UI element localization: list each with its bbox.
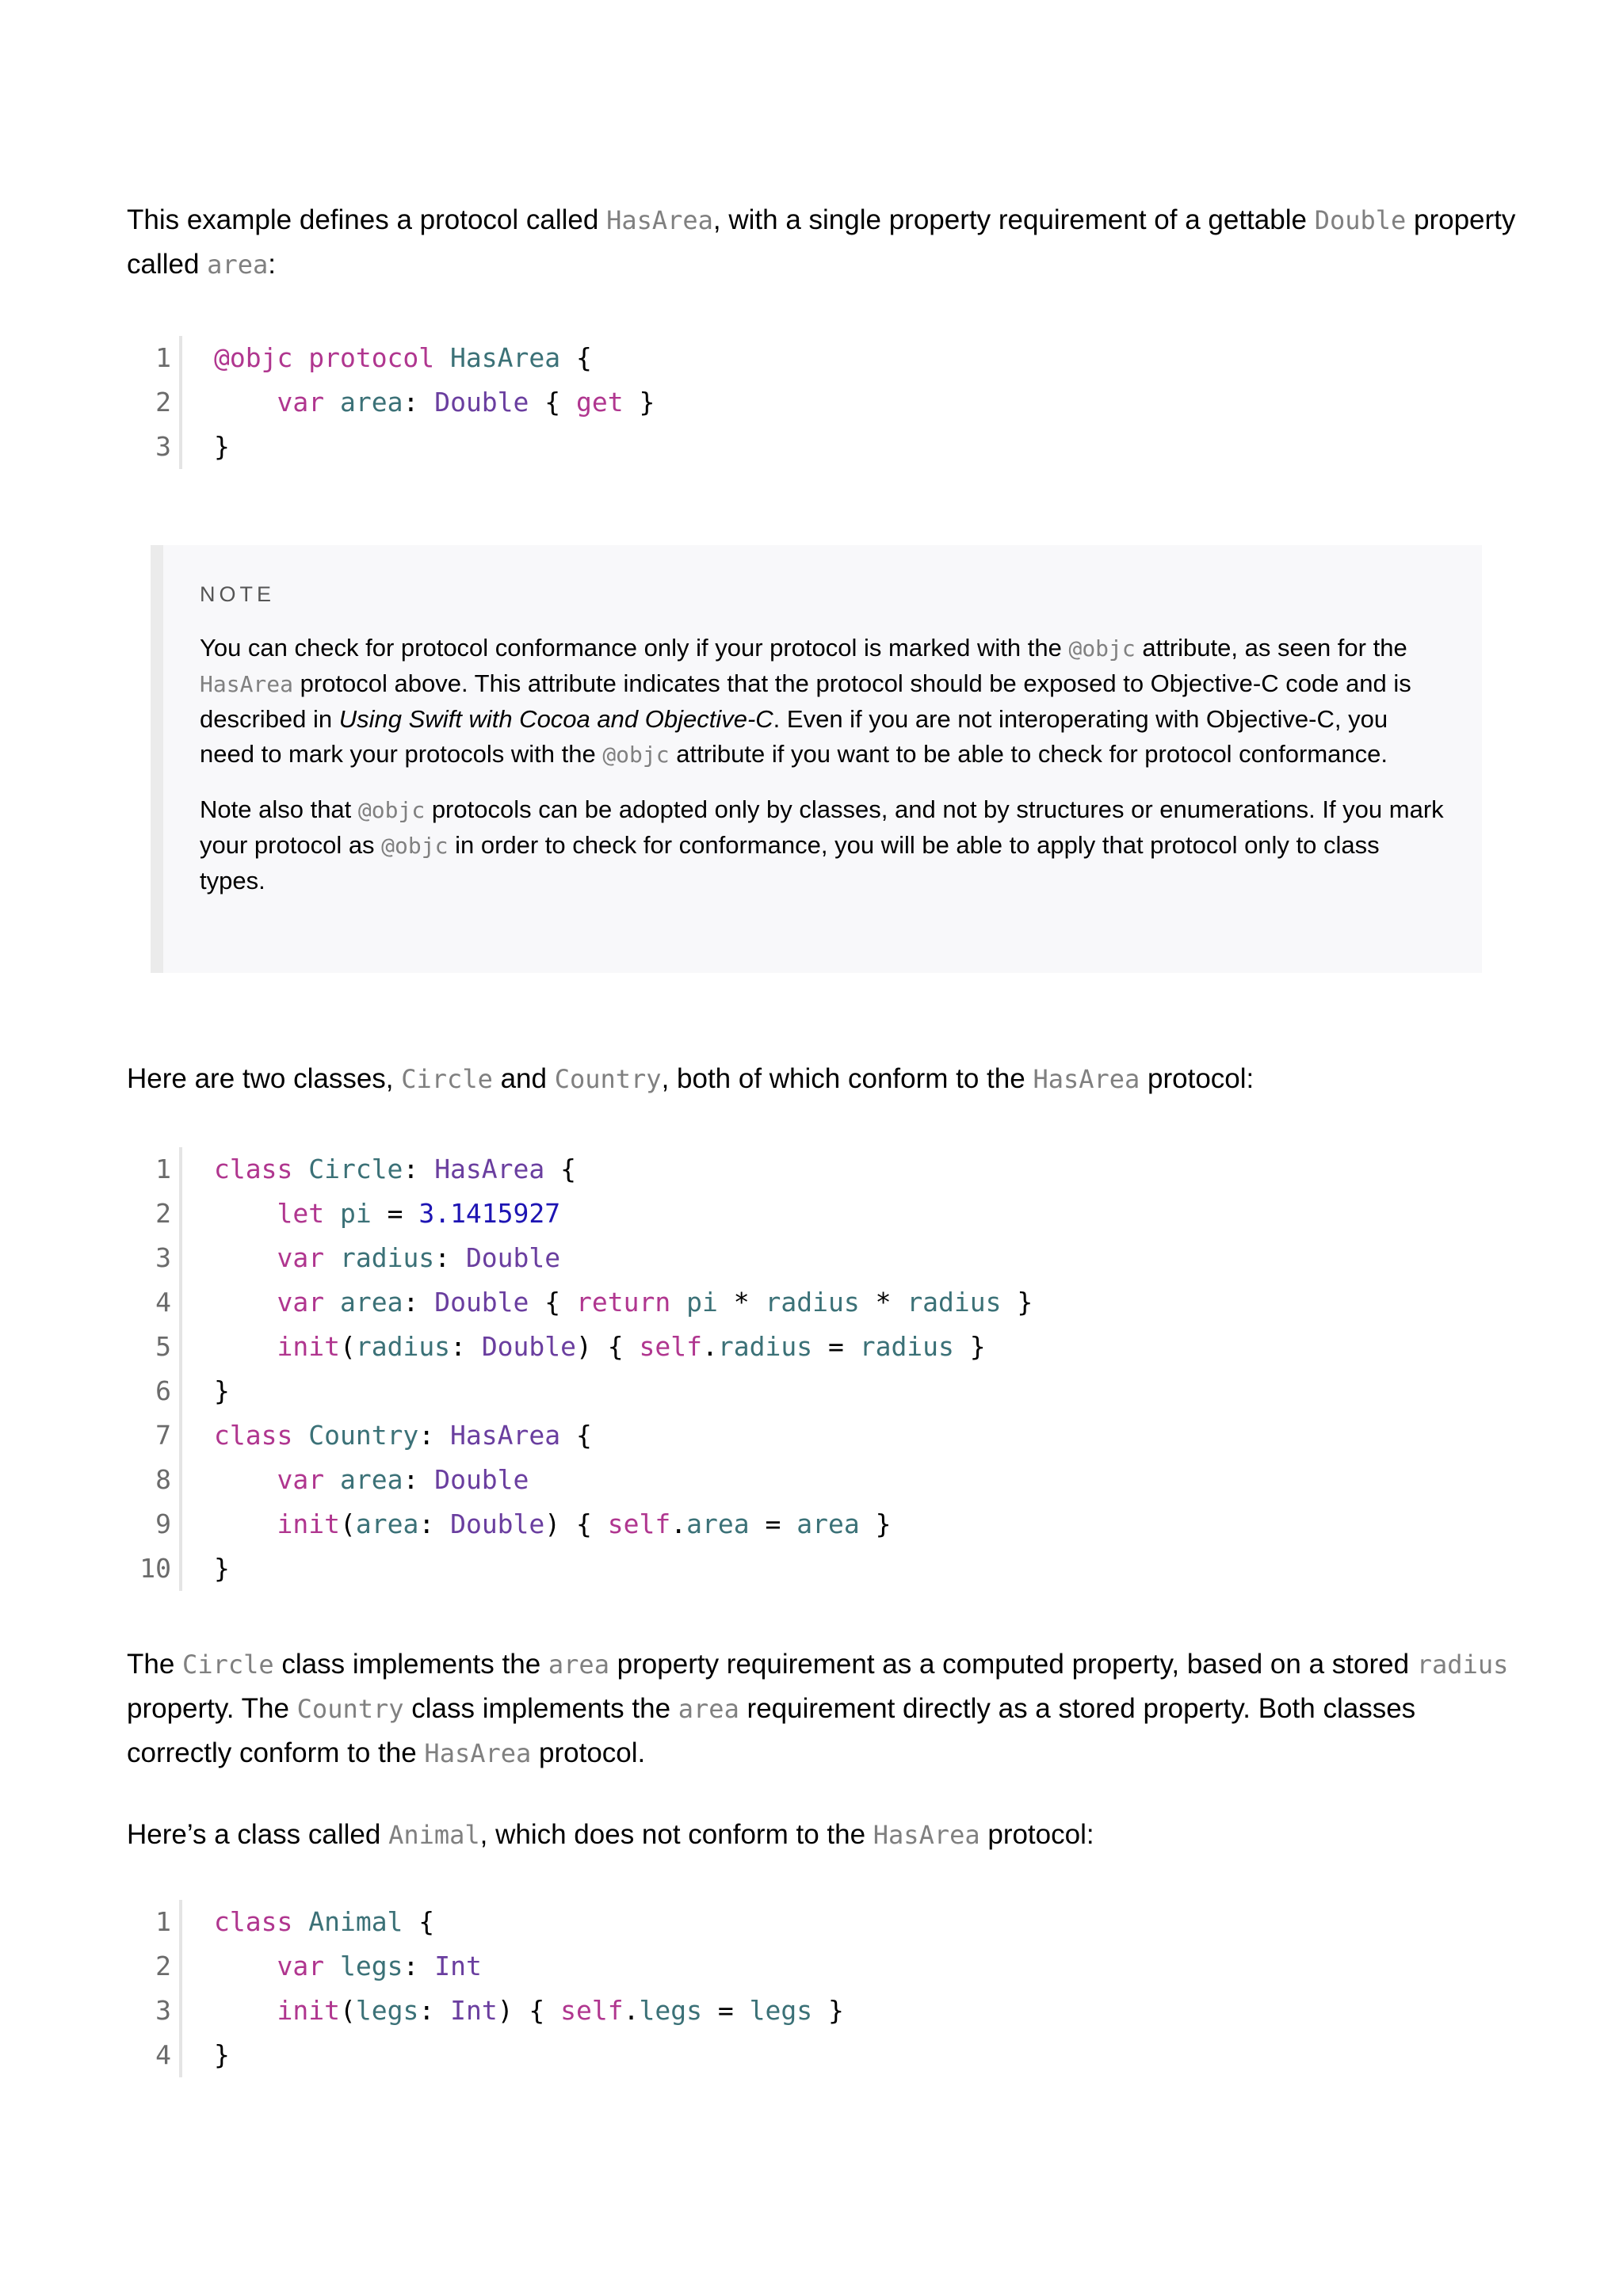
note-paragraph xyxy=(200,631,1445,772)
line-number: 4 xyxy=(155,1287,171,1318)
text: protocol: xyxy=(980,1819,1094,1850)
inline-code: area xyxy=(207,250,269,280)
punctuation: } xyxy=(1001,1287,1033,1318)
identifier: radius xyxy=(907,1287,1002,1318)
line-number: 7 xyxy=(155,1420,171,1451)
punctuation: } xyxy=(623,387,655,418)
punctuation: . xyxy=(670,1508,687,1539)
type: Double xyxy=(434,1287,529,1318)
operator: = xyxy=(749,1508,797,1539)
keyword: var xyxy=(277,1287,325,1318)
inline-code: Circle xyxy=(401,1064,493,1094)
inline-code: @objc xyxy=(357,797,426,823)
inline-code: Country xyxy=(296,1694,404,1724)
punctuation: } xyxy=(214,1553,230,1584)
text: protocol. xyxy=(531,1737,646,1768)
punctuation: { xyxy=(529,1287,577,1318)
identifier: Country xyxy=(308,1420,419,1451)
punctuation: } xyxy=(214,431,230,462)
punctuation: : xyxy=(403,1951,435,1981)
text: protocol above. This attribute indicates that the protocol should be exposed to Objective-C code and is described in xyxy=(200,669,1411,733)
line-number: 2 xyxy=(155,387,171,418)
code-block-hasarea-protocol xyxy=(127,336,1522,469)
punctuation: : xyxy=(418,1508,451,1539)
keyword: protocol xyxy=(308,342,435,373)
keyword: var xyxy=(277,1464,325,1495)
line-number: 6 xyxy=(155,1375,171,1406)
book-title: Using Swift with Cocoa and Objective-C xyxy=(338,705,773,733)
inline-code: HasArea xyxy=(873,1820,980,1850)
inline-code: Animal xyxy=(388,1820,480,1850)
line-number: 1 xyxy=(155,1154,171,1184)
text: , both of which conform to the xyxy=(661,1063,1033,1094)
inline-code: @objc xyxy=(1068,635,1136,662)
punctuation: { xyxy=(529,387,577,418)
punctuation: ) { xyxy=(576,1331,640,1362)
line-number: 3 xyxy=(155,1242,171,1273)
line-number: 8 xyxy=(155,1464,171,1495)
inline-code: HasArea xyxy=(606,205,713,235)
note-box xyxy=(151,545,1482,973)
text: property called xyxy=(127,204,1516,280)
punctuation: { xyxy=(560,342,592,373)
code-line xyxy=(127,1413,1522,1458)
inline-code: @objc xyxy=(381,833,449,859)
identifier: Circle xyxy=(308,1154,403,1184)
operator: = xyxy=(812,1331,860,1362)
punctuation: ( xyxy=(339,1331,356,1362)
type: Double xyxy=(450,1508,545,1539)
text: class implements the xyxy=(273,1649,548,1680)
line-number: 1 xyxy=(155,342,171,373)
type: HasArea xyxy=(434,1154,545,1184)
line-number: 2 xyxy=(155,1198,171,1229)
keyword: self xyxy=(607,1508,671,1539)
line-number: 1 xyxy=(155,1906,171,1937)
keyword: class xyxy=(214,1420,293,1451)
number-literal: 3.1415927 xyxy=(418,1198,561,1229)
inline-code: HasArea xyxy=(200,671,294,697)
keyword: init xyxy=(277,1508,340,1539)
keyword: return xyxy=(576,1287,671,1318)
operator: * xyxy=(859,1287,907,1318)
punctuation: : xyxy=(403,1287,435,1318)
punctuation: : xyxy=(403,1154,435,1184)
keyword: self xyxy=(560,1995,624,2026)
identifier: pi xyxy=(339,1198,372,1229)
identifier: HasArea xyxy=(450,342,561,373)
keyword: init xyxy=(277,1995,340,2026)
code-line xyxy=(127,1502,1522,1547)
text: : xyxy=(268,249,276,280)
identifier: radius xyxy=(765,1287,860,1318)
text: attribute if you want to be able to check for protocol conformance. xyxy=(669,740,1388,768)
punctuation: { xyxy=(560,1420,592,1451)
identifier: legs xyxy=(639,1995,703,2026)
code-line xyxy=(127,1280,1522,1325)
punctuation: : xyxy=(434,1242,466,1273)
animal-intro-paragraph xyxy=(127,1813,1522,1857)
code-line xyxy=(127,1547,1522,1591)
punctuation: } xyxy=(214,1375,230,1406)
note-paragraph xyxy=(200,792,1445,898)
identifier: area xyxy=(339,1464,403,1495)
text: This example defines a protocol called xyxy=(127,204,607,235)
inline-code: HasArea xyxy=(424,1738,532,1768)
identifier: area xyxy=(796,1508,860,1539)
text: attribute, as seen for the xyxy=(1135,634,1407,662)
keyword: init xyxy=(277,1331,340,1362)
intro-paragraph xyxy=(127,198,1522,287)
identifier: area xyxy=(686,1508,750,1539)
code-block-circle-country xyxy=(127,1147,1522,1591)
inline-code: Double xyxy=(1314,205,1407,235)
code-line xyxy=(127,1192,1522,1236)
punctuation: } xyxy=(214,2039,230,2070)
punctuation: : xyxy=(418,1995,451,2026)
punctuation: : xyxy=(403,387,419,418)
identifier: radius xyxy=(859,1331,954,1362)
code-line xyxy=(127,1944,1522,1989)
identifier: area xyxy=(355,1508,419,1539)
text: Here’s a class called xyxy=(127,1819,389,1850)
punctuation: } xyxy=(953,1331,986,1362)
text: class implements the xyxy=(403,1693,678,1724)
code-line xyxy=(127,1458,1522,1502)
code-line xyxy=(127,1989,1522,2033)
text: property. The xyxy=(127,1693,297,1724)
punctuation: ) { xyxy=(497,1995,561,2026)
text: The xyxy=(127,1649,183,1680)
inline-code: area xyxy=(678,1694,739,1724)
code-line xyxy=(127,336,1522,380)
type: Double xyxy=(434,387,529,418)
text: protocol: xyxy=(1140,1063,1254,1094)
punctuation: { xyxy=(403,1906,435,1937)
line-number: 3 xyxy=(155,431,171,462)
text: property requirement as a computed property, based on a stored xyxy=(609,1649,1417,1680)
punctuation: ) { xyxy=(544,1508,608,1539)
type: Double xyxy=(434,1464,529,1495)
keyword: class xyxy=(214,1154,293,1184)
text: You can check for protocol conformance only if your protocol is marked with the xyxy=(200,634,1069,662)
text: Note also that xyxy=(200,795,358,823)
line-number: 10 xyxy=(139,1553,171,1584)
keyword: var xyxy=(277,1242,325,1273)
text: and xyxy=(492,1063,555,1094)
punctuation: { xyxy=(544,1154,577,1184)
inline-code: Circle xyxy=(182,1650,274,1680)
code-line xyxy=(127,1325,1522,1369)
code-line xyxy=(127,1147,1522,1192)
line-number: 9 xyxy=(155,1508,171,1539)
keyword: get xyxy=(576,387,624,418)
note-label: NOTE xyxy=(200,582,276,606)
operator: * xyxy=(717,1287,766,1318)
text: requirement directly as a stored property. Both classes correctly conform to the xyxy=(127,1693,1416,1768)
code-line xyxy=(127,1369,1522,1413)
line-number: 3 xyxy=(155,1995,171,2026)
text: Here are two classes, xyxy=(127,1063,402,1094)
identifier: legs xyxy=(355,1995,419,2026)
identifier: radius xyxy=(355,1331,451,1362)
identifier: legs xyxy=(749,1995,813,2026)
code-line xyxy=(127,380,1522,425)
punctuation: : xyxy=(418,1420,451,1451)
punctuation: = xyxy=(371,1198,419,1229)
text: protocols can be adopted only by classes, and not by structures or enumerations. If you mark your protocol as xyxy=(200,795,1444,859)
punctuation: . xyxy=(623,1995,640,2026)
keyword: let xyxy=(277,1198,325,1229)
code-line xyxy=(127,425,1522,469)
keyword: var xyxy=(277,387,325,418)
line-number: 5 xyxy=(155,1331,171,1362)
line-number: 4 xyxy=(155,2039,171,2070)
type: HasArea xyxy=(450,1420,561,1451)
inline-code: area xyxy=(548,1650,609,1680)
code-line xyxy=(127,2033,1522,2077)
code-line xyxy=(127,1900,1522,1944)
identifier: legs xyxy=(339,1951,403,1981)
code-block-animal xyxy=(127,1900,1522,2077)
explanation-paragraph xyxy=(127,1642,1522,1775)
classes-intro-paragraph xyxy=(127,1057,1522,1101)
punctuation: . xyxy=(702,1331,718,1362)
identifier: area xyxy=(339,1287,403,1318)
punctuation: : xyxy=(403,1464,435,1495)
inline-code: Country xyxy=(554,1064,662,1094)
type: Int xyxy=(434,1951,482,1981)
identifier: radius xyxy=(339,1242,435,1273)
type: Double xyxy=(481,1331,577,1362)
inline-code: HasArea xyxy=(1033,1064,1140,1094)
punctuation: } xyxy=(859,1508,892,1539)
identifier: Animal xyxy=(308,1906,403,1937)
operator: = xyxy=(702,1995,750,2026)
identifier: area xyxy=(339,387,403,418)
text: . Even if you are not interoperating with Objective-C, you need to mark your protocols with the xyxy=(200,705,1388,768)
text: , which does not conform to the xyxy=(479,1819,873,1850)
keyword: self xyxy=(639,1331,702,1362)
code-line xyxy=(127,1236,1522,1280)
punctuation: ( xyxy=(339,1995,356,2026)
text: in order to check for conformance, you will be able to apply that protocol only to class types. xyxy=(200,831,1380,894)
identifier: pi xyxy=(686,1287,718,1318)
identifier: radius xyxy=(717,1331,813,1362)
keyword: @objc xyxy=(214,342,293,373)
type: Int xyxy=(450,1995,498,2026)
punctuation: ( xyxy=(339,1508,356,1539)
inline-code: @objc xyxy=(602,742,670,768)
keyword: var xyxy=(277,1951,325,1981)
type: Double xyxy=(465,1242,561,1273)
keyword: class xyxy=(214,1906,293,1937)
inline-code: radius xyxy=(1416,1650,1509,1680)
line-number: 2 xyxy=(155,1951,171,1981)
punctuation: } xyxy=(812,1995,844,2026)
text: , with a single property requirement of a gettable xyxy=(712,204,1315,235)
punctuation: : xyxy=(450,1331,482,1362)
